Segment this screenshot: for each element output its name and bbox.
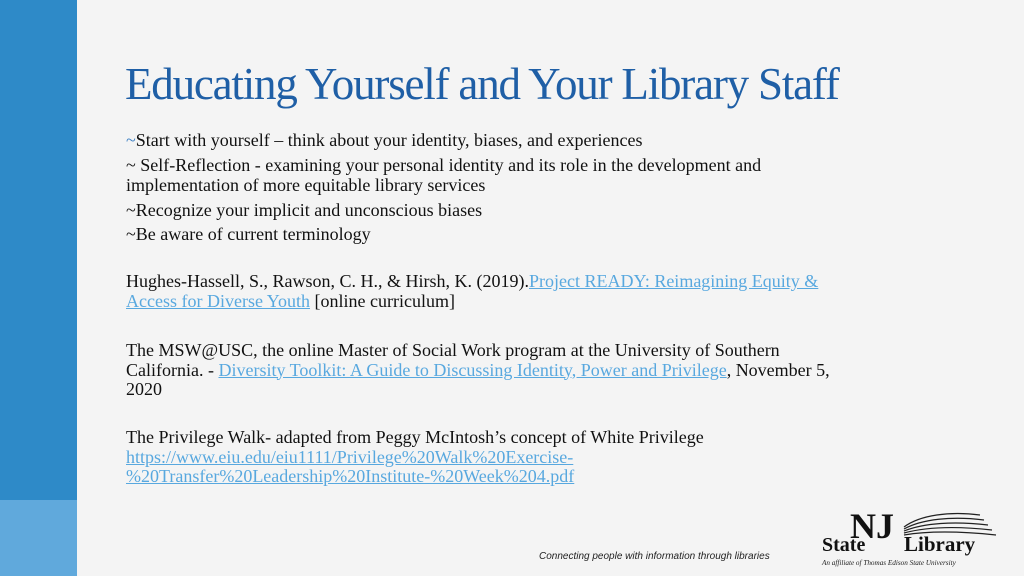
bullet-item [126, 130, 826, 151]
accent-side-bar [0, 0, 77, 576]
reference-suffix: , November 5, 2020 [126, 359, 830, 399]
bullet-tilde: ~ [126, 199, 136, 220]
reference-text: The MSW@USC, the online Master of Social Work program at the University of Southern California. - [126, 340, 780, 380]
logo-affiliate-text: An affiliate of Thomas Edison State University [822, 559, 956, 567]
nj-state-library-logo [820, 505, 1004, 571]
reference-privilege-walk [126, 428, 846, 487]
bullet-item [126, 224, 826, 245]
privilege-walk-link[interactable]: https://www.eiu.edu/eiu1111/Privilege%20Walk%20Exercise-%20Transfer%20Leadership%20Institute-%20Week%204.pdf [126, 446, 575, 486]
logo-library-text: Library [904, 532, 976, 556]
project-ready-link[interactable]: Project READY: Reimagining Equity & Access for Diverse Youth [126, 271, 819, 311]
slide-title: Educating Yourself and Your Library Staff [125, 59, 839, 109]
bullet-text: Recognize your implicit and unconscious biases [135, 199, 483, 220]
bullet-item [126, 155, 826, 196]
logo-nj-text: NJ [850, 506, 894, 546]
bullet-tilde: ~ [126, 130, 136, 150]
bullet-item [126, 200, 826, 221]
reference-text: Hughes-Hassell, S., Rawson, C. H., & Hirsh, K. (2019). [126, 271, 529, 291]
bullet-text: Be aware of current terminology [135, 224, 371, 244]
reference-suffix: [online curriculum] [309, 290, 455, 311]
bullet-tilde: ~ [126, 224, 136, 244]
bullet-list [126, 130, 826, 249]
logo-state-text: State [822, 534, 866, 556]
reference-diversity-toolkit [126, 341, 846, 400]
reference-project-ready [126, 272, 846, 311]
accent-side-bar-block [0, 500, 77, 576]
bullet-tilde: ~ [126, 154, 136, 175]
reference-text: The Privilege Walk- adapted from Peggy McIntosh’s concept of White Privilege [126, 427, 704, 447]
diversity-toolkit-link[interactable]: Diversity Toolkit: A Guide to Discussing Identity, Power and Privilege [218, 359, 727, 380]
bullet-text: Start with yourself – think about your identity, biases, and experiences [135, 130, 643, 150]
bullet-text: Self-Reflection - examining your personal identity and its role in the development and implementation of more equitable library services [126, 154, 762, 195]
footer-tagline: Connecting people with information through libraries [539, 551, 770, 562]
